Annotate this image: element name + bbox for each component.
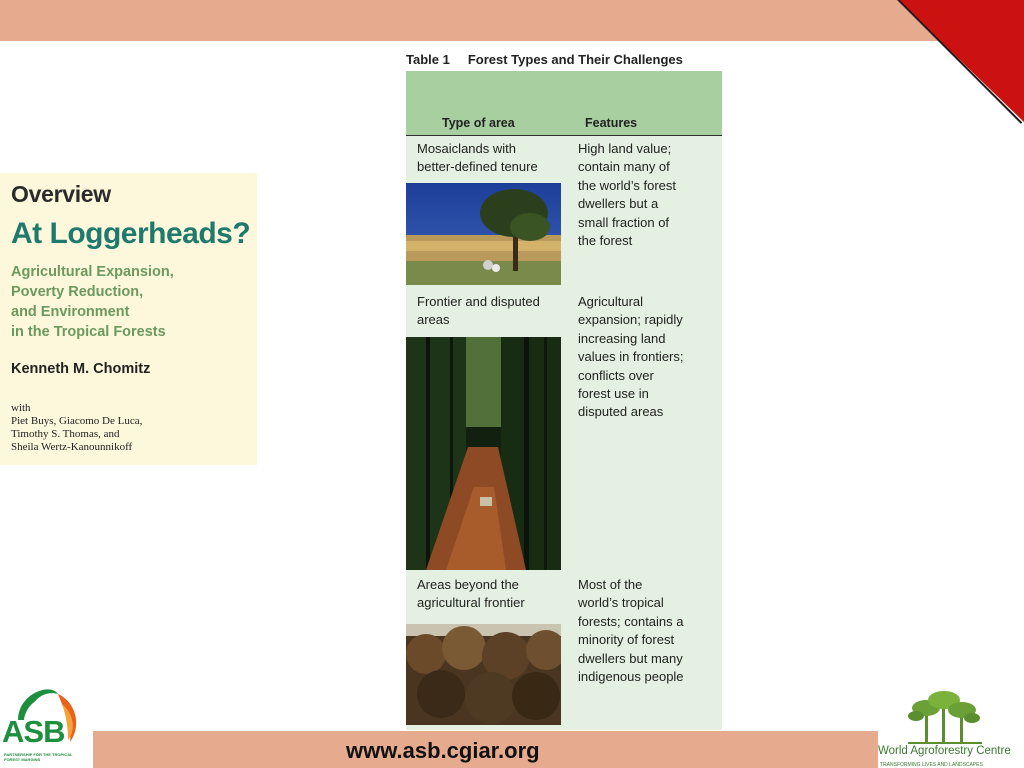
cover-subtitle-line: Poverty Reduction, — [11, 284, 144, 300]
table-cell-features: High land value; contain many of the world’s forest dwellers but a small fraction of the forest — [578, 141, 677, 249]
coauthor-line: Piet Buys, Giacomo De Luca, — [11, 415, 143, 427]
cover-author: Kenneth M. Chomitz — [11, 361, 151, 377]
table-title — [406, 52, 683, 67]
column-header-type: Type of area — [442, 116, 515, 130]
top-band — [0, 0, 1024, 41]
table-header — [406, 71, 722, 136]
table-cell-type: Mosaiclands with better-defined tenure — [417, 141, 538, 175]
table-cell-type: Areas beyond the agricultural frontier — [417, 577, 525, 611]
asb-logo-subtext: PARTNERSHIP FOR THE TROPICAL FOREST MARGINS — [4, 752, 73, 762]
cover-overline: Overview — [11, 181, 111, 207]
asb-logo-text: ASB — [2, 714, 65, 749]
table-cell-type: Frontier and disputed areas — [417, 294, 540, 328]
forest-types-table — [406, 71, 722, 730]
cover-title: At Loggerheads? — [11, 217, 251, 250]
cover-subtitle-line: and Environment — [11, 304, 130, 320]
table-cell-features: Most of the world’s tropical forests; contains a minority of forest dwellers but many indigenous people — [578, 577, 684, 685]
coauthor-line: Timothy S. Thomas, and — [11, 428, 120, 440]
table-number: Table 1 — [406, 52, 450, 67]
cover-subtitle-line: in the Tropical Forests — [11, 324, 166, 340]
cover-coauthors — [11, 402, 142, 454]
coauthor-line: with — [11, 402, 31, 414]
trees-icon — [878, 690, 1024, 746]
canopy-forest-photo — [406, 624, 561, 725]
world-agroforestry-subtext: TRANSFORMING LIVES AND LANDSCAPES — [880, 762, 983, 768]
book-cover — [0, 173, 257, 465]
column-header-features: Features — [585, 116, 638, 130]
coauthor-line: Sheila Wertz-Kanounnikoff — [11, 441, 133, 453]
mosaic-landscape-photo — [406, 183, 561, 285]
cover-subtitle-line: Agricultural Expansion, — [11, 264, 174, 280]
frontier-forest-photo — [406, 337, 561, 570]
cover-subtitle — [11, 262, 174, 342]
website-url[interactable]: www.asb.cgiar.org — [346, 738, 540, 763]
table-cell-features: Agricultural expansion; rapidly increasing land values in frontiers; conflicts over forest use in disputed areas — [578, 294, 684, 420]
table-caption: Forest Types and Their Challenges — [467, 52, 683, 67]
world-agroforestry-text: World Agroforestry Centre — [878, 745, 1011, 757]
